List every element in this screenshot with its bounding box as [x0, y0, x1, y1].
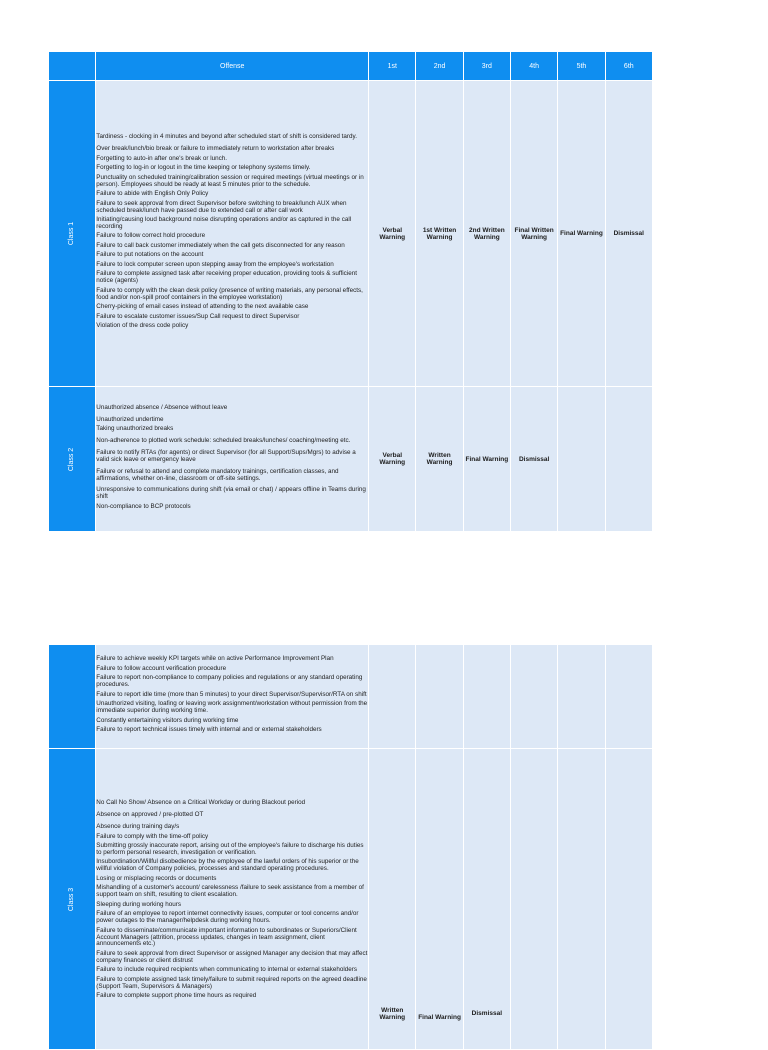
offense-item: Failure to include required recipients when communicating to internal or external stakeholders	[96, 966, 358, 974]
offense-item: Failure to put notations on the account	[96, 251, 204, 259]
sanction-6th: Dismissal	[606, 81, 652, 386]
offense-item: Failure to report technical issues timely with internal and or external stakeholders	[96, 726, 322, 734]
offense-item: Taking unauthorized breaks	[96, 425, 174, 433]
offense-item: Constantly entertaining visitors during working time	[96, 716, 239, 724]
class-3-label: Class 3	[68, 887, 76, 911]
discipline-table-page-2	[48, 644, 653, 1050]
sanction-5th	[558, 645, 604, 748]
discipline-table-page-1	[48, 51, 653, 532]
sanction-3rd: 2nd Written Warning	[464, 81, 510, 386]
offense-item: Initiating/causing loud background noise disrupting operations and/or as captured in the call recording	[96, 216, 352, 230]
class-1-label: Class 1	[68, 221, 76, 246]
class-2-label: Class 2	[68, 447, 76, 471]
offense-item: Non-adherence to plotted work schedule: scheduled breaks/lunches/ coaching/meeting etc.	[96, 436, 351, 444]
offense-item: Violation of the dress code policy	[96, 322, 189, 330]
offense-item: Sleeping during working hours	[96, 900, 182, 908]
sanction-6th	[606, 645, 652, 748]
class-label-cell	[49, 81, 95, 386]
offense-list-cell	[96, 645, 368, 748]
sanction-5th	[558, 749, 604, 1049]
sanction-5th: Final Warning	[558, 81, 604, 386]
offense-item: No Call No Show/ Absence on a Critical Workday or during Blackout period	[96, 799, 306, 807]
offense-item: Failure to escalate customer issues/Sup Call request to direct Supervisor	[96, 312, 300, 320]
sanction-2nd: Written Warning	[416, 387, 462, 531]
sanction-1st: Verbal Warning	[369, 81, 415, 386]
offense-item: Failure to call back customer immediately when the call gets disconnected for any reason	[96, 241, 345, 249]
offense-item: Failure to achieve weekly KPI targets while on active Performance Improvement Plan	[96, 655, 334, 663]
offense-item: Submitting grossly inaccurate report, arising out of the employee's failure to discharge his duties to perform personal research, investigation or verification.	[96, 842, 364, 856]
offense-item: Failure to complete assigned task after receiving proper education, providing tools & sufficient notice (agents)	[96, 270, 357, 285]
sanction-6th	[606, 749, 652, 1049]
offense-item: Failure to report non-compliance to company policies and regulations or any standard operating procedures.	[96, 674, 363, 689]
offense-item: Absence on approved / pre-plotted OT	[96, 811, 204, 819]
offense-item: Unauthorized visiting, loafing or leaving work assignment/workstation without permission from the immediate superior during working time.	[96, 700, 368, 715]
level-header-3rd: 3rd	[464, 52, 510, 80]
class-label-cell	[49, 749, 95, 1049]
offense-item: Failure to comply with the time-off policy	[96, 832, 209, 840]
level-header-6th: 6th	[606, 52, 652, 80]
class-label-cell	[49, 387, 95, 531]
offense-item: Cherry-picking of email cases instead of attending to the next available case	[96, 303, 309, 311]
offense-list-cell	[96, 387, 368, 531]
sanction-3rd	[464, 645, 510, 748]
offense-item: Unauthorized absence / Absence without leave	[96, 403, 228, 411]
sanction-4th	[511, 749, 557, 1049]
sanction-2nd: Final Warning	[416, 749, 462, 1049]
offense-item: Failure or refusal to attend and complete mandatory trainings, certification classes, and affirmations, whether on-line, classroom or off-site settings.	[96, 467, 339, 482]
class-3-row	[49, 749, 652, 1049]
level-header-2nd: 2nd	[416, 52, 462, 80]
class-1-row	[49, 81, 652, 386]
sanction-5th	[558, 387, 604, 531]
offense-item: Failure to notify RTAs (for agents) or direct Supervisor (for all Support/Sups/Mgrs) to advise a valid sick leave or emergency leave	[96, 448, 356, 463]
level-header-5th: 5th	[558, 52, 604, 80]
sanction-3rd: Dismissal	[464, 749, 510, 1049]
sanction-3rd: Final Warning	[464, 387, 510, 531]
offense-item: Tardiness - clocking in 4 minutes and beyond after scheduled start of shift is considered tardy.	[96, 133, 357, 141]
sanction-4th	[511, 645, 557, 748]
sanction-2nd	[416, 645, 462, 748]
offense-item: Punctuality on scheduled training/calibration session or required meetings (virtual meetings or in person). Employees should be ready at least 5 minutes prior to the schedule.	[96, 173, 364, 188]
offense-item: Insubordination/Willful disobedience by the employee of the lawful orders of his superior or the willful violation of Company policies, processes and standard operating procedures.	[96, 858, 359, 873]
offense-item: Failure to complete assigned task timely/failure to submit required reports on the agreed deadline (Support Team, Supervisors & Managers)	[96, 975, 367, 990]
offense-item: Unauthorized undertime	[96, 415, 164, 423]
offense-item: Failure to report idle time (more than 5 minutes) to your direct Supervisor/Supervisor/RTA on shift	[96, 690, 367, 698]
sanction-2nd: 1st Written Warning	[416, 81, 462, 386]
header-row	[49, 52, 652, 80]
offense-item: Failure to abide with English Only Policy	[96, 190, 209, 198]
offense-item: Forgetting to log-in or logout in the time keeping or telephony systems timely.	[96, 164, 311, 172]
sanction-4th: Dismissal	[511, 387, 557, 531]
offense-item: Failure of an employee to report internet connectivity issues, computer or tool concerns and/or power outages to the manager/helpdesk during working hours.	[96, 910, 359, 925]
offense-header: Offense	[96, 52, 368, 80]
offense-item: Failure to follow correct hold procedure	[96, 232, 206, 240]
offense-item: Unresponsive to communications during shift (via email or chat) / appears offline in Teams during shift	[96, 486, 366, 501]
offense-list-cell	[96, 749, 368, 1049]
sanction-1st: Verbal Warning	[369, 387, 415, 531]
offense-item: Failure to lock computer screen upon stepping away from the employee's workstation	[96, 260, 334, 268]
level-header-4th: 4th	[511, 52, 557, 80]
offense-item: Failure to follow account verification procedure	[96, 664, 227, 672]
offense-item: Failure to seek approval from direct Supervisor or assigned Manager any decision that may affect company finances or client distrust	[96, 949, 368, 964]
offense-item: Losing or misplacing records or documents	[96, 874, 217, 882]
class-label-cell	[49, 645, 95, 748]
offense-item: Failure to comply with the clean desk policy (presence of writing materials, any personal effects, food and/or non-spill proof containers in the employee workstation)	[96, 286, 363, 301]
offense-list-cell	[96, 81, 368, 386]
corner-header-cell	[49, 52, 95, 80]
sanction-4th: Final Written Warning	[511, 81, 557, 386]
offense-item: Non-compliance to BCP protocols	[96, 502, 191, 510]
offense-item: Failure to seek approval from direct Supervisor before switching to break/lunch AUX when scheduled break/lunch have passed due to extended call or after call work	[96, 199, 347, 214]
offense-item: Over break/lunch/bio break or failure to immediately return to workstation after breaks	[96, 145, 335, 153]
offense-item: Failure to complete support phone time hours as required	[96, 992, 257, 1000]
offense-item: Forgetting to auto-in after one's break or lunch.	[96, 154, 228, 162]
offense-item: Mishandling of a customer's account/ carelessness /failure to seek assistance from a member of support team on shift, resulting to client escalation.	[96, 884, 364, 899]
sanction-1st	[369, 645, 415, 748]
sanction-1st: Written Warning	[369, 749, 415, 1049]
class-2-continued-row	[49, 645, 652, 748]
sanction-6th	[606, 387, 652, 531]
offense-item: Failure to disseminate/communicate important information to subordinates or Superiors/Client Account Managers (attrition, process updates, changes in team assignment, client announcements etc.)	[96, 926, 357, 948]
offense-item: Absence during training day/s	[96, 823, 180, 831]
class-2-row	[49, 387, 652, 531]
level-header-1st: 1st	[369, 52, 415, 80]
